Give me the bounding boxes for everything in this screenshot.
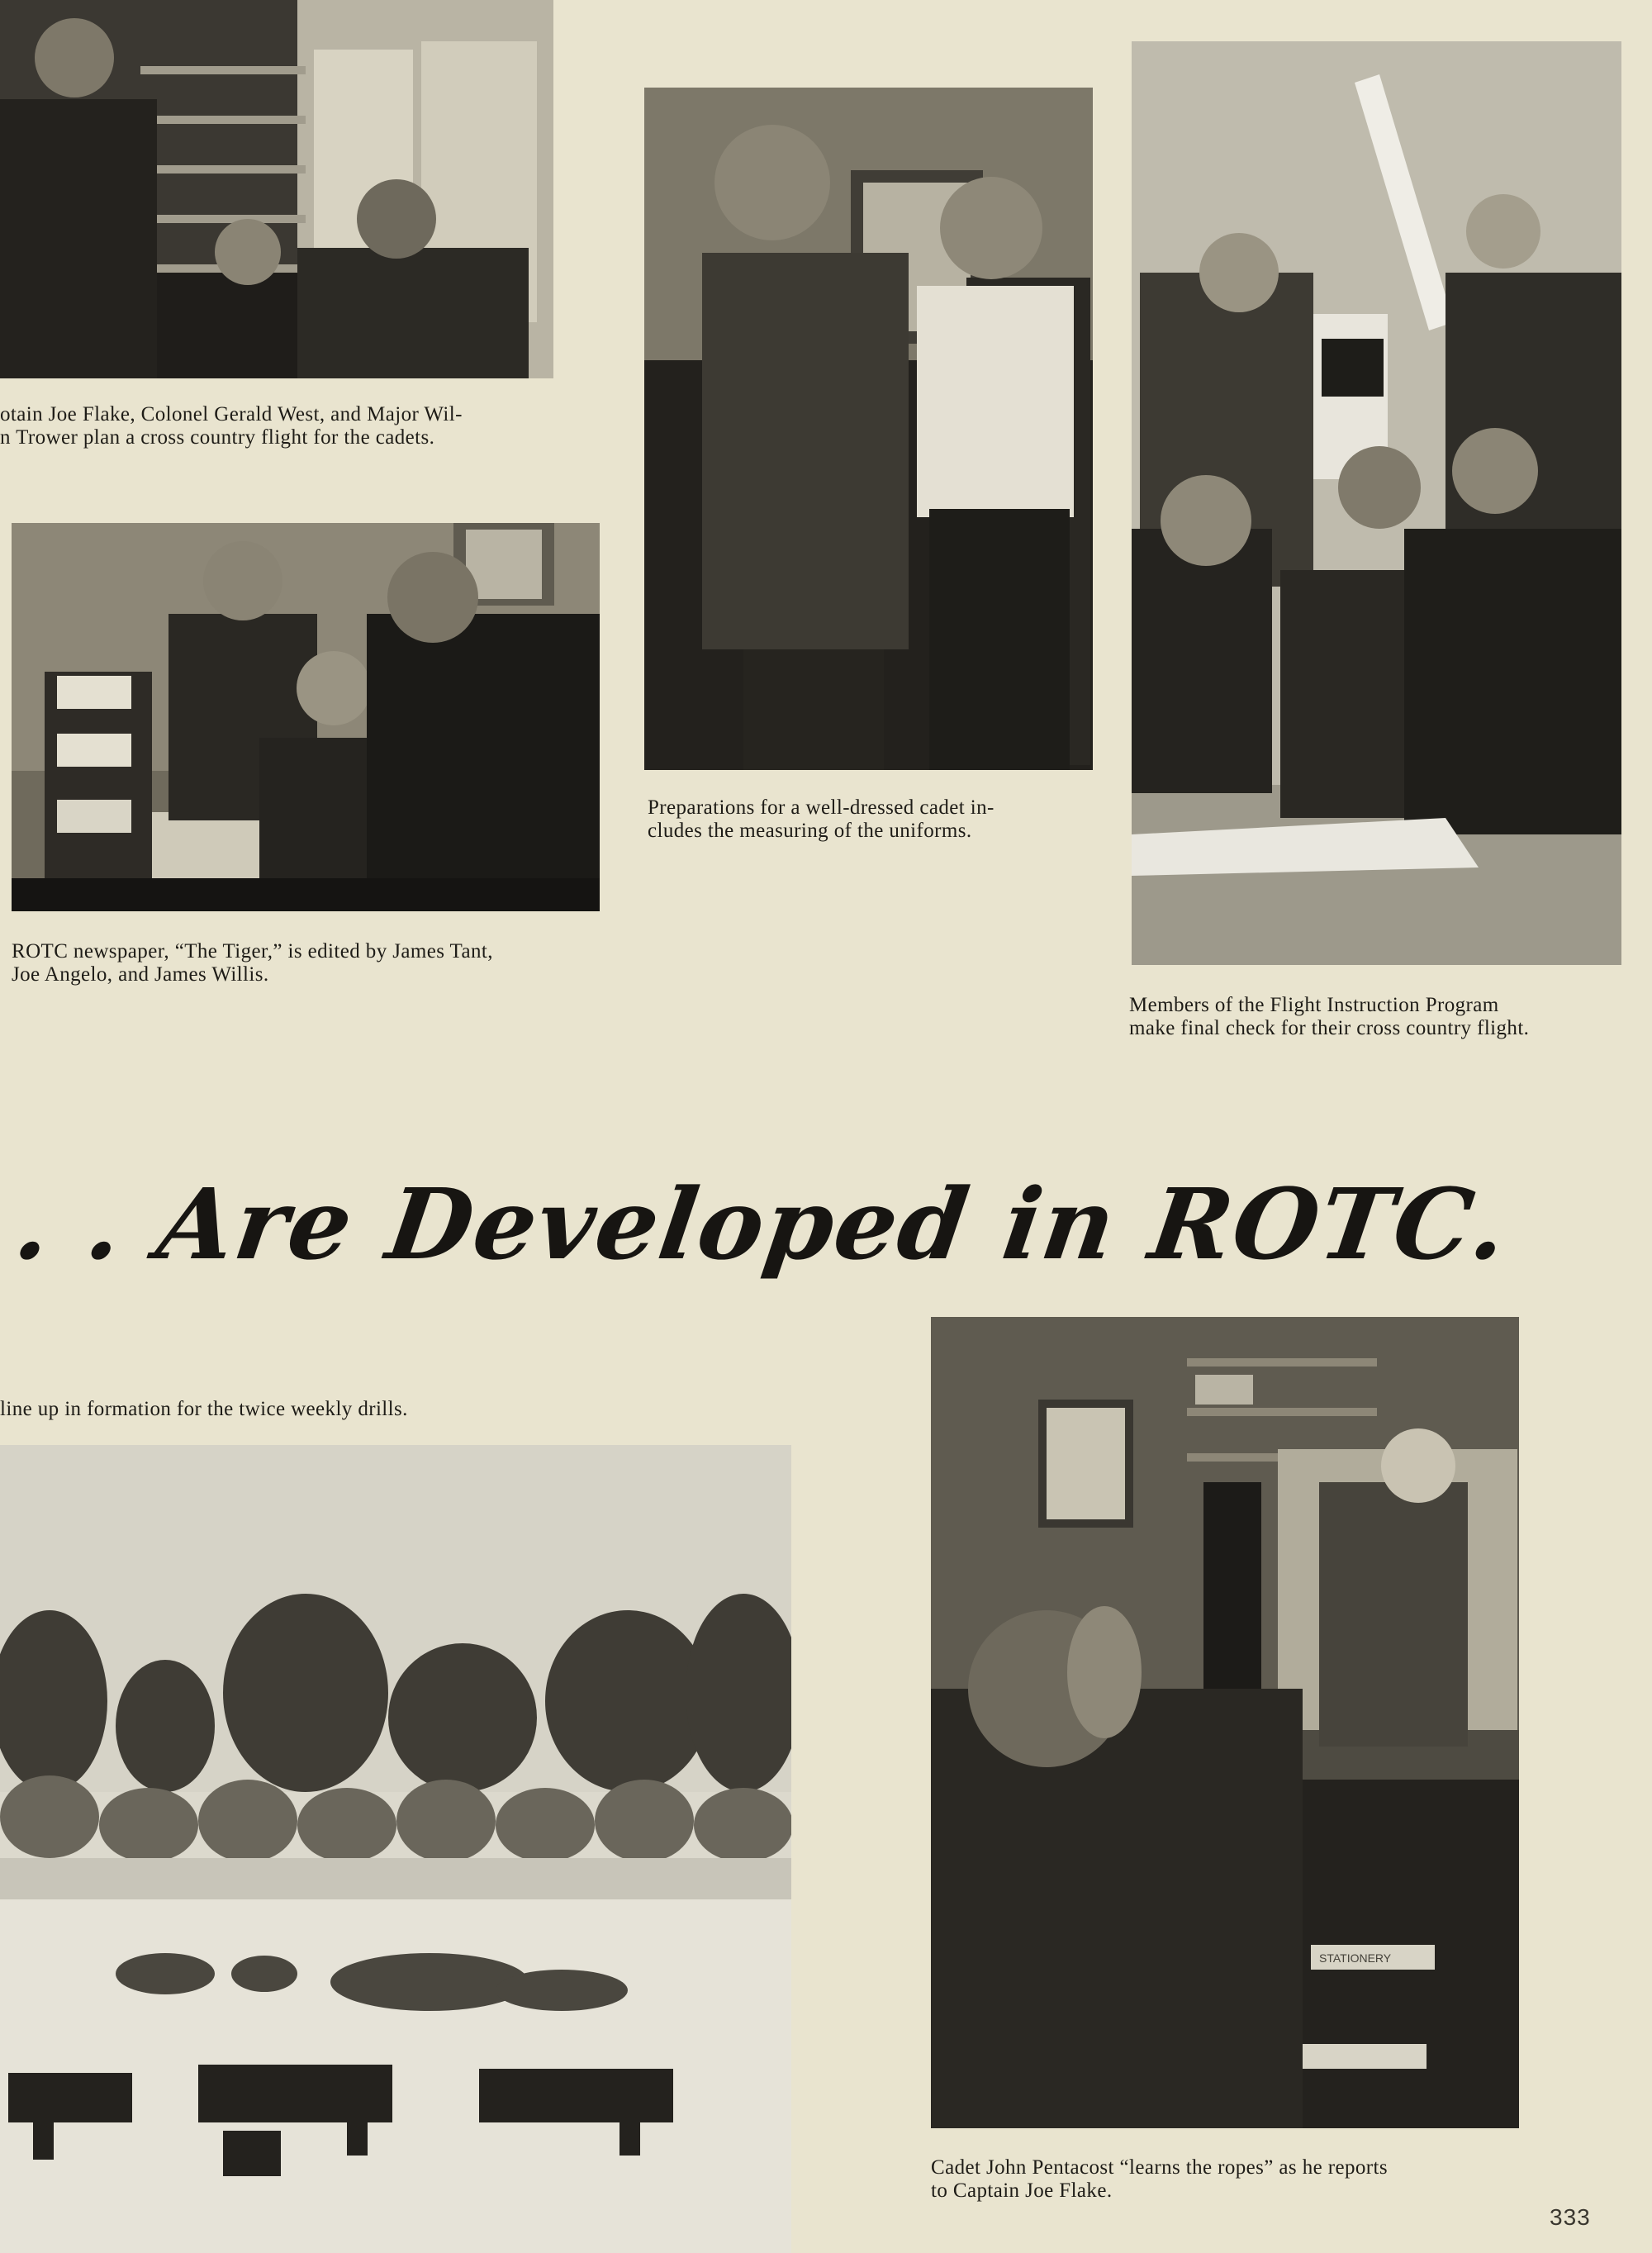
photo-rotc-newspaper bbox=[12, 523, 600, 911]
photo-drill-formation bbox=[0, 1445, 791, 2253]
flight-instruction-image bbox=[1132, 41, 1621, 965]
page-number: 333 bbox=[1550, 2204, 1591, 2230]
cadet-report-image bbox=[931, 1317, 1519, 2128]
caption-rotc-newspaper: ROTC newspaper, “The Tiger,” is edited by James Tant, Joe Angelo, and James Willis. bbox=[12, 940, 493, 986]
uniform-measuring-image bbox=[644, 88, 1093, 770]
photo-flight-instruction bbox=[1132, 41, 1621, 965]
photo-uniform-measuring bbox=[644, 88, 1093, 770]
caption-formation: line up in formation for the twice weekly drills. bbox=[0, 1398, 408, 1420]
flight-planning-image bbox=[0, 0, 553, 378]
drill-formation-image bbox=[0, 1445, 791, 2253]
photo-flight-planning bbox=[0, 0, 553, 378]
stationery-label: STATIONERY bbox=[1319, 1951, 1392, 1965]
photo-cadet-report bbox=[931, 1317, 1519, 2128]
caption-flight-instruction: Members of the Flight Instruction Program make final check for their cross country flight. bbox=[1129, 994, 1530, 1039]
caption-uniform-measuring: Preparations for a well-dressed cadet in- cludes the measuring of the uniforms. bbox=[648, 796, 995, 842]
newspaper-image bbox=[12, 523, 600, 911]
caption-flight-planning: otain Joe Flake, Colonel Gerald West, and Major Wil- n Trower plan a cross country flight for the cadets. bbox=[0, 403, 463, 449]
page-headline: . . Are Developed in ROTC. bbox=[8, 1167, 1517, 1281]
caption-cadet-report: Cadet John Pentacost “learns the ropes” as he reports to Captain Joe Flake. bbox=[931, 2156, 1388, 2202]
